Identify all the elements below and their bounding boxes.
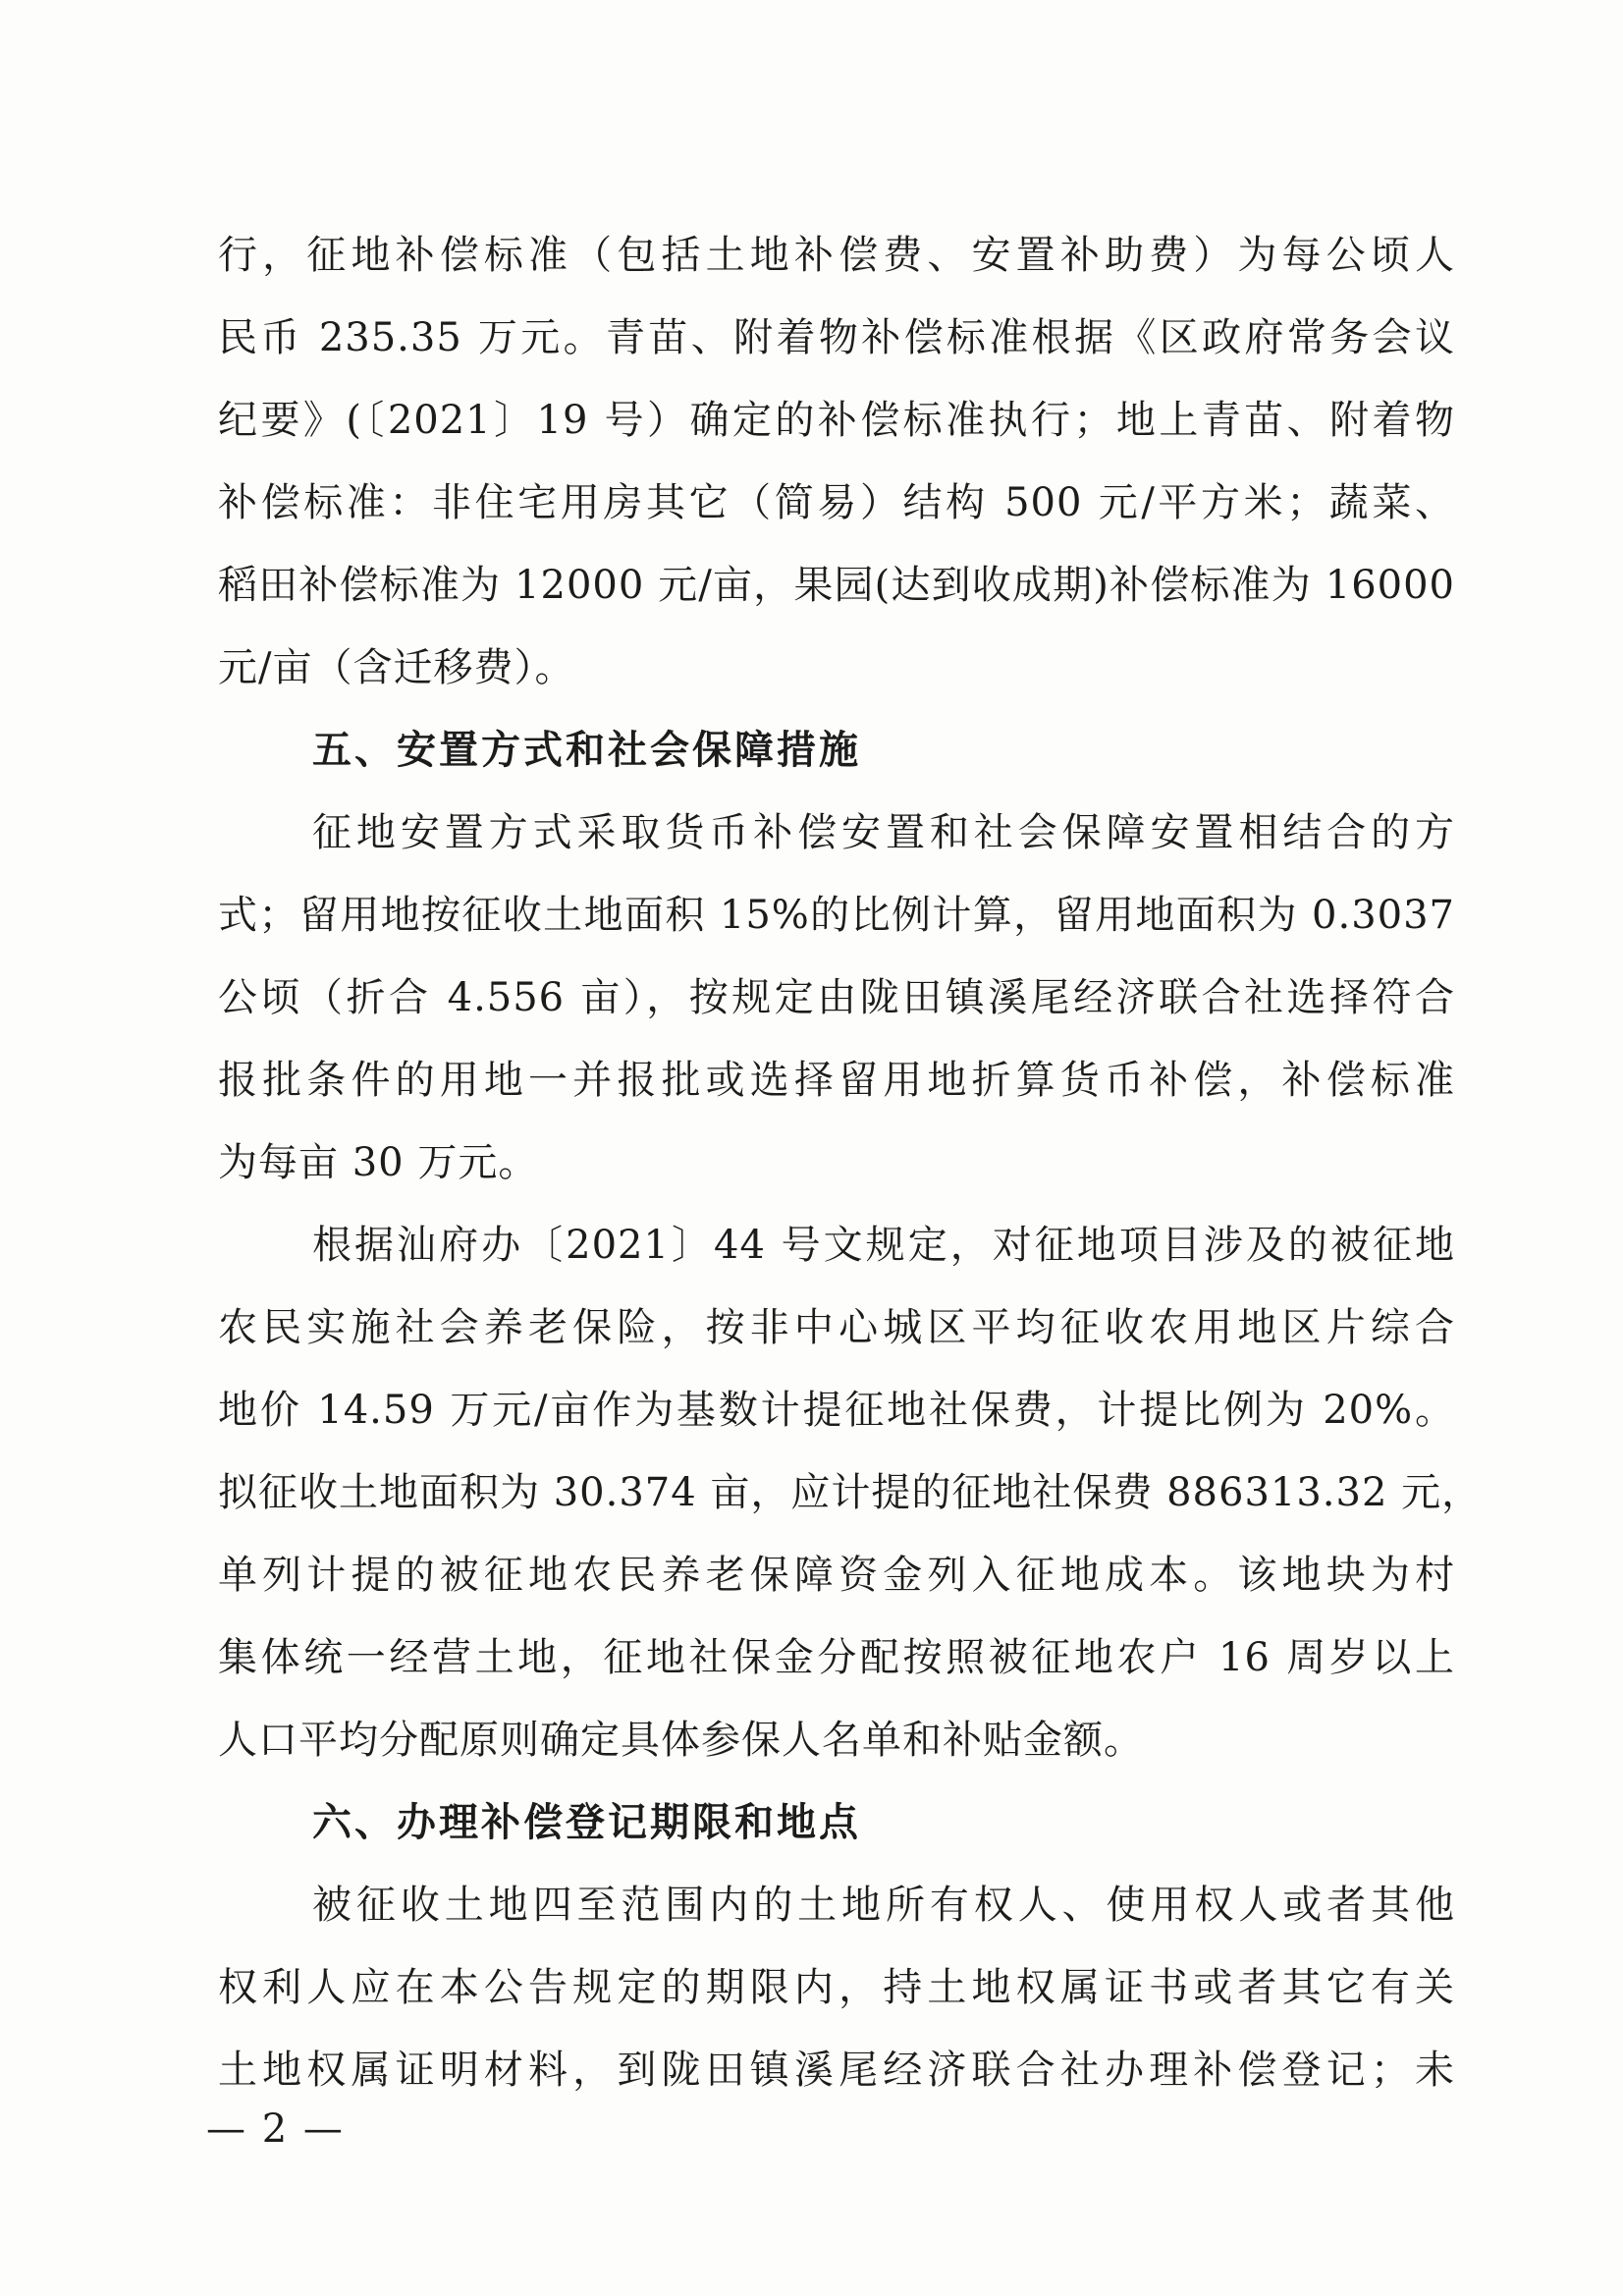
text-line: 补偿标准：非住宅用房其它（简易）结构 500 元/平方米；蔬菜、 <box>218 480 1455 525</box>
text-line: 式；留用地按征收土地面积 15%的比例计算，留用地面积为 0.3037 <box>218 893 1455 938</box>
page-number: — 2 — <box>206 2106 345 2152</box>
text-line: 被征收土地四至范围内的土地所有权人、使用权人或者其他 <box>312 1883 1455 1928</box>
text-line: 根据汕府办〔2021〕44 号文规定，对征地项目涉及的被征地 <box>312 1223 1455 1268</box>
text-line: 人口平均分配原则确定具体参保人名单和补贴金额。 <box>218 1718 1144 1763</box>
text-line: 土地权属证明材料，到陇田镇溪尾经济联合社办理补偿登记；未 <box>218 2048 1455 2093</box>
text-line: 农民实施社会养老保险，按非中心城区平均征收农用地区片综合 <box>218 1305 1455 1350</box>
text-line: 征地安置方式采取货币补偿安置和社会保障安置相结合的方 <box>312 810 1455 855</box>
text-line: 元/亩（含迁移费）。 <box>218 645 575 690</box>
section-heading: 五、安置方式和社会保障措施 <box>312 728 861 773</box>
section-heading: 六、办理补偿登记期限和地点 <box>312 1800 861 1845</box>
text-line: 为每亩 30 万元。 <box>218 1140 539 1185</box>
text-line: 报批条件的用地一并报批或选择留用地折算货币补偿，补偿标准 <box>218 1058 1455 1103</box>
text-line: 公顷（折合 4.556 亩），按规定由陇田镇溪尾经济联合社选择符合 <box>218 975 1455 1020</box>
text-line: 集体统一经营土地，征地社保金分配按照被征地农户 16 周岁以上 <box>218 1635 1455 1680</box>
text-line: 权利人应在本公告规定的期限内，持土地权属证书或者其它有关 <box>218 1965 1455 2010</box>
text-line: 地价 14.59 万元/亩作为基数计提征地社保费，计提比例为 20%。 <box>218 1388 1455 1433</box>
text-line: 行，征地补偿标准（包括土地补偿费、安置补助费）为每公顷人 <box>218 233 1455 278</box>
text-line: 民币 235.35 万元。青苗、附着物补偿标准根据《区政府常务会议 <box>218 315 1455 360</box>
text-line: 稻田补偿标准为 12000 元/亩，果园(达到收成期)补偿标准为 16000 <box>218 563 1455 608</box>
text-line: 纪要》(〔2021〕19 号）确定的补偿标准执行；地上青苗、附着物 <box>218 398 1455 443</box>
text-line: 单列计提的被征地农民养老保障资金列入征地成本。该地块为村 <box>218 1553 1455 1598</box>
text-line: 拟征收土地面积为 30.374 亩，应计提的征地社保费 886313.32 元， <box>218 1470 1483 1515</box>
